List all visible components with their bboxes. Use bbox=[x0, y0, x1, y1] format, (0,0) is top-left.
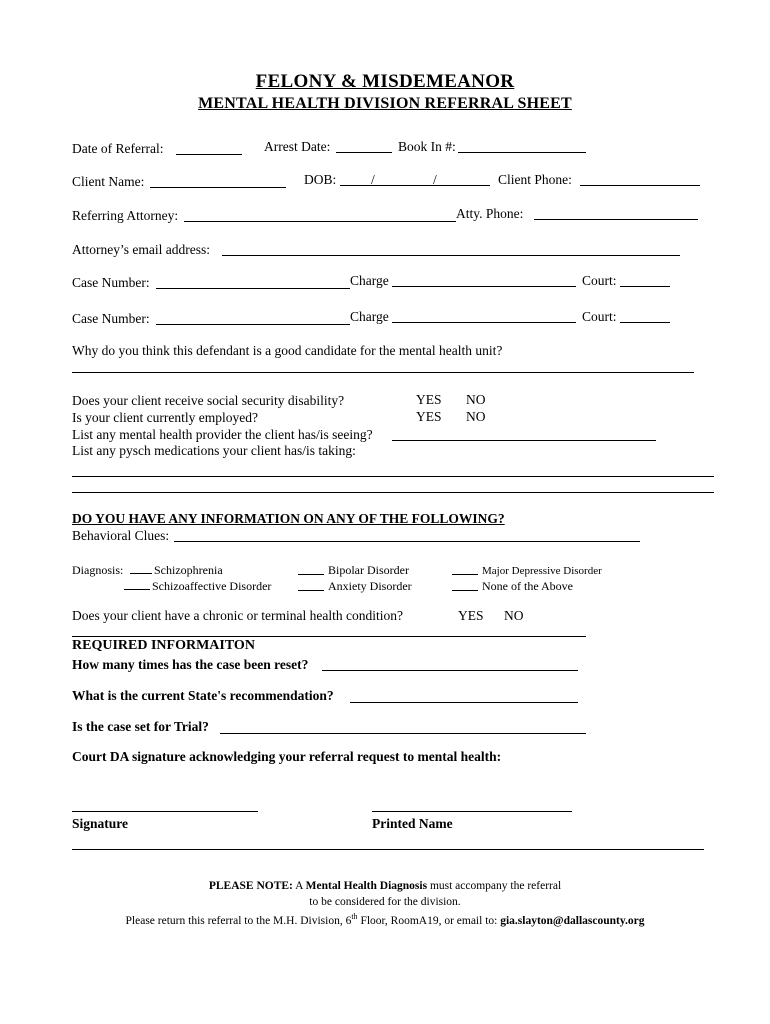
diagnosis-none: None of the Above bbox=[482, 579, 573, 593]
footer-note-mid: A bbox=[292, 880, 306, 892]
charge-2-field[interactable] bbox=[392, 322, 576, 323]
atty-phone-label: Atty. Phone: bbox=[456, 206, 524, 221]
form-subtitle: MENTAL HEALTH DIVISION REFERRAL SHEET bbox=[198, 95, 572, 112]
referring-attorney-label: Referring Attorney: bbox=[72, 208, 179, 223]
diagnosis-bipolar: Bipolar Disorder bbox=[328, 563, 409, 577]
atty-phone-field[interactable] bbox=[534, 219, 698, 220]
required-heading: REQUIRED INFORMAITON bbox=[72, 638, 255, 653]
why-candidate-answer-line[interactable] bbox=[72, 372, 694, 373]
meds-answer-line-2[interactable] bbox=[72, 492, 714, 493]
diagnosis-schizoaffective: Schizoaffective Disorder bbox=[152, 579, 272, 593]
signature-line[interactable] bbox=[72, 811, 258, 812]
arrest-date-label: Arrest Date: bbox=[264, 139, 331, 154]
behavioral-clues-label: Behavioral Clues: bbox=[72, 528, 170, 543]
book-in-label: Book In #: bbox=[398, 139, 456, 154]
footer-note-line-3 bbox=[0, 909, 770, 929]
none-checkline[interactable] bbox=[452, 590, 478, 591]
trial-field[interactable] bbox=[220, 733, 586, 734]
client-name-field[interactable] bbox=[150, 187, 286, 188]
case-number-2-field[interactable] bbox=[156, 324, 350, 325]
chronic-no[interactable]: NO bbox=[504, 608, 524, 623]
arrest-date-field[interactable] bbox=[336, 152, 392, 153]
footer-divider bbox=[72, 849, 704, 850]
client-phone-label: Client Phone: bbox=[498, 172, 572, 187]
court-2-label: Court: bbox=[582, 309, 617, 324]
charge-2-label: Charge bbox=[350, 309, 389, 324]
footer-line3-sup: th bbox=[351, 912, 358, 921]
attorney-email-label: Attorney’s email address: bbox=[72, 242, 210, 257]
footer-line3-b: Floor, RoomA19, or email to: bbox=[357, 914, 501, 927]
employed-no[interactable]: NO bbox=[466, 409, 486, 424]
dob-label: DOB: bbox=[304, 172, 337, 187]
dob-field[interactable] bbox=[340, 185, 490, 186]
ssd-no[interactable]: NO bbox=[466, 392, 486, 407]
recommendation-question: What is the current State's recommendation? bbox=[72, 688, 334, 703]
reset-field[interactable] bbox=[322, 670, 578, 671]
printed-name-line[interactable] bbox=[372, 811, 572, 812]
employed-question: Is your client currently employed? bbox=[72, 410, 258, 425]
dob-slash-2: / bbox=[433, 172, 437, 187]
form-title: FELONY & MISDEMEANOR bbox=[255, 71, 515, 92]
footer-note-bold: Mental Health Diagnosis bbox=[305, 880, 428, 892]
court-1-label: Court: bbox=[582, 273, 617, 288]
case-number-2-label: Case Number: bbox=[72, 311, 150, 326]
diagnosis-major-depressive: Major Depressive Disorder bbox=[482, 565, 602, 577]
footer-note-line-1 bbox=[0, 878, 770, 894]
court-1-field[interactable] bbox=[620, 286, 670, 287]
employed-yes[interactable]: YES bbox=[416, 409, 442, 424]
footer-email-link[interactable]: gia.slayton@dallascounty.org bbox=[500, 914, 645, 927]
footer-note-line-2: to be considered for the division. bbox=[309, 896, 461, 908]
footer-note-rest: must accompany the referral bbox=[427, 880, 562, 892]
charge-1-field[interactable] bbox=[392, 286, 576, 287]
referring-attorney-field[interactable] bbox=[184, 221, 456, 222]
signature-label: Signature bbox=[72, 816, 129, 831]
reset-question: How many times has the case been reset? bbox=[72, 657, 309, 672]
date-of-referral-field[interactable] bbox=[176, 154, 242, 155]
why-candidate-question: Why do you think this defendant is a good candidate for the mental health unit? bbox=[72, 343, 503, 358]
meds-answer-line-1[interactable] bbox=[72, 476, 714, 477]
meds-question: List any pysch medications your client has/is taking: bbox=[72, 443, 356, 458]
info-section-heading: DO YOU HAVE ANY INFORMATION ON ANY OF THE FOLLOWING? bbox=[72, 511, 505, 526]
schizoaffective-checkline[interactable] bbox=[124, 589, 150, 590]
date-of-referral-label: Date of Referral: bbox=[72, 141, 164, 156]
diagnosis-label: Diagnosis: bbox=[72, 563, 124, 577]
ssd-question: Does your client receive social security disability? bbox=[72, 393, 345, 408]
dob-slash-1: / bbox=[371, 172, 375, 187]
client-phone-field[interactable] bbox=[580, 185, 700, 186]
chronic-question: Does your client have a chronic or terminal health condition? bbox=[72, 608, 404, 623]
provider-field[interactable] bbox=[392, 440, 656, 441]
bipolar-checkline[interactable] bbox=[298, 574, 324, 575]
schizophrenia-checkline[interactable] bbox=[130, 573, 152, 574]
major-depressive-checkline[interactable] bbox=[452, 574, 478, 575]
footer-note-label: PLEASE NOTE: bbox=[208, 880, 293, 892]
case-number-1-field[interactable] bbox=[156, 288, 350, 289]
client-name-label: Client Name: bbox=[72, 174, 145, 189]
chronic-yes[interactable]: YES bbox=[458, 608, 484, 623]
printed-name-label: Printed Name bbox=[372, 816, 453, 831]
book-in-field[interactable] bbox=[458, 152, 586, 153]
case-number-1-label: Case Number: bbox=[72, 275, 150, 290]
diagnosis-anxiety: Anxiety Disorder bbox=[328, 579, 412, 593]
ssd-yes[interactable]: YES bbox=[416, 392, 442, 407]
court-2-field[interactable] bbox=[620, 322, 670, 323]
diagnosis-schizophrenia: Schizophrenia bbox=[154, 563, 223, 577]
provider-question: List any mental health provider the client has/is seeing? bbox=[72, 427, 373, 442]
section-divider bbox=[72, 636, 586, 637]
anxiety-checkline[interactable] bbox=[298, 590, 324, 591]
charge-1-label: Charge bbox=[350, 273, 389, 288]
behavioral-clues-field[interactable] bbox=[174, 541, 640, 542]
trial-question: Is the case set for Trial? bbox=[72, 719, 209, 734]
footer-line3-a: Please return this referral to the M.H. Division, 6 bbox=[125, 914, 352, 927]
recommendation-field[interactable] bbox=[350, 702, 578, 703]
attorney-email-field[interactable] bbox=[222, 255, 680, 256]
da-signature-label: Court DA signature acknowledging your referral request to mental health: bbox=[72, 749, 502, 764]
